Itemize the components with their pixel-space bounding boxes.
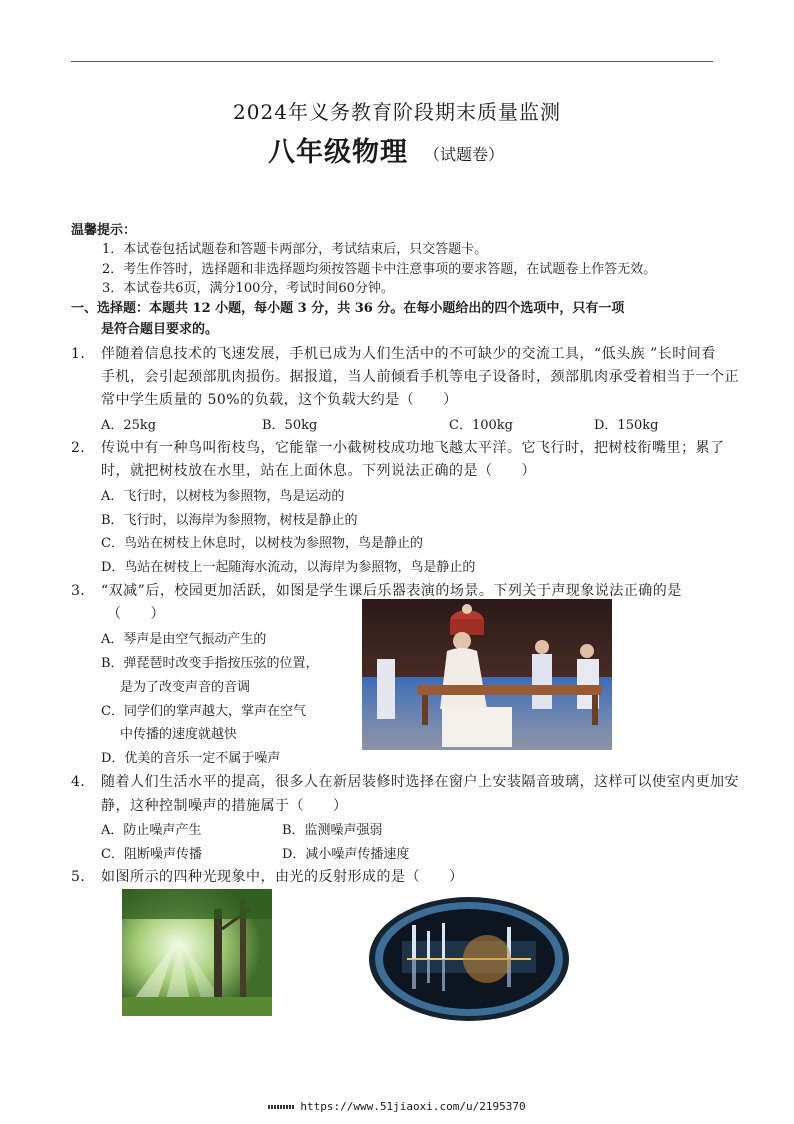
option-d: D．减小噪声传播速度 xyxy=(282,847,410,862)
section-heading-cont: 是符合题目要求的。 xyxy=(101,322,219,337)
option-c: C．同学们的掌声越大，掌声在空气 xyxy=(101,704,306,719)
option-c-cont: 中传播的速度就越快 xyxy=(120,727,238,742)
option-b: B．弹琵琶时改变手指按压弦的位置， xyxy=(101,656,319,671)
paper-type: （试题卷） xyxy=(424,145,505,164)
option-a: A．25kg xyxy=(101,418,157,433)
option-a: A．飞行时，以树枝为参照物，鸟是运动的 xyxy=(101,489,345,504)
footer xyxy=(0,1100,794,1113)
question-text: 静，这种控制噪声的措施属于（ ） xyxy=(101,798,348,814)
question-text: 如图所示的四种光现象中，由光的反射形成的是（ ） xyxy=(101,869,464,885)
question-text: 传说中有一种鸟叫衔枝鸟，它能靠一小截树枝成功地飞越太平洋。它飞行时，把树枝衔嘴里；累了 xyxy=(101,440,725,456)
forest-light-photo xyxy=(122,889,272,1016)
notice-item: 1．本试卷包括试题卷和答题卡两部分，考试结束后，只交答题卡。 xyxy=(102,242,488,257)
option-d: D．鸟站在树枝上一起随海水流动，以海岸为参照物，鸟是静止的 xyxy=(101,560,476,575)
question-number: 5． xyxy=(71,869,95,885)
reflection-photo xyxy=(367,895,571,1023)
footer-mark xyxy=(268,1105,294,1109)
option-d: D．150kg xyxy=(594,418,659,433)
question-text: 手机，会引起颈部肌肉损伤。据报道，当人前倾看手机等电子设备时，颈部肌肉承受着相当于一个正 xyxy=(101,369,739,385)
question-text: 时，就把树枝放在水里，站在上面休息。下列说法正确的是（ ） xyxy=(101,463,536,479)
option-d: D．优美的音乐一定不属于噪声 xyxy=(101,751,281,766)
question-number: 3． xyxy=(71,583,95,599)
question-text: 伴随着信息技术的飞速发展，手机已成为人们生活中的不可缺少的交流工具，“低头族 ”长时间看 xyxy=(101,346,716,362)
question-number: 1． xyxy=(71,346,95,362)
exam-title: 2024年义务教育阶段期末质量监测 xyxy=(233,100,561,124)
subject-title: 八年级物理 xyxy=(268,137,408,168)
section-heading: 一、选择题：本题共 12 小题，每小题 3 分，共 36 分。在每小题给出的四个选项中，只有一项 xyxy=(71,301,625,316)
option-b: B．飞行时，以海岸为参照物，树枝是静止的 xyxy=(101,513,358,528)
answer-blank: （ ） xyxy=(107,606,165,622)
music-performance-photo xyxy=(362,599,612,750)
notice-heading: 温馨提示： xyxy=(71,223,137,238)
notice-item: 2．考生作答时，选择题和非选择题均须按答题卡中注意事项的要求答题，在试题卷上作答无效。 xyxy=(102,262,657,277)
footer-url[interactable]: https://www.51jiaoxi.com/u/2195370 xyxy=(300,1100,526,1113)
question-number: 4． xyxy=(71,774,95,790)
question-number: 2． xyxy=(71,440,95,456)
option-a: A．防止噪声产生 xyxy=(101,823,202,838)
question-text: 常中学生质量的 50%的负载，这个负载大约是（ ） xyxy=(101,392,458,408)
question-text: 随着人们生活水平的提高，很多人在新居装修时选择在窗户上安装隔音玻璃，这样可以使室内更加安 xyxy=(101,774,739,790)
notice-item: 3．本试卷共6页，满分100分，考试时间60分钟。 xyxy=(102,281,394,296)
option-b: B．监测噪声强弱 xyxy=(282,823,383,838)
option-c: C．阻断噪声传播 xyxy=(101,847,202,862)
top-rule xyxy=(71,61,713,62)
question-text: “双减”后，校园更加活跃，如图是学生课后乐器表演的场景。下列关于声现象说法正确的是 xyxy=(101,583,682,599)
option-a: A．琴声是由空气振动产生的 xyxy=(101,632,267,647)
option-b-cont: 是为了改变声音的音调 xyxy=(120,680,251,695)
option-c: C．100kg xyxy=(449,418,513,433)
option-b: B．50kg xyxy=(262,418,318,433)
option-c: C．鸟站在树枝上休息时，以树枝为参照物，鸟是静止的 xyxy=(101,536,423,551)
